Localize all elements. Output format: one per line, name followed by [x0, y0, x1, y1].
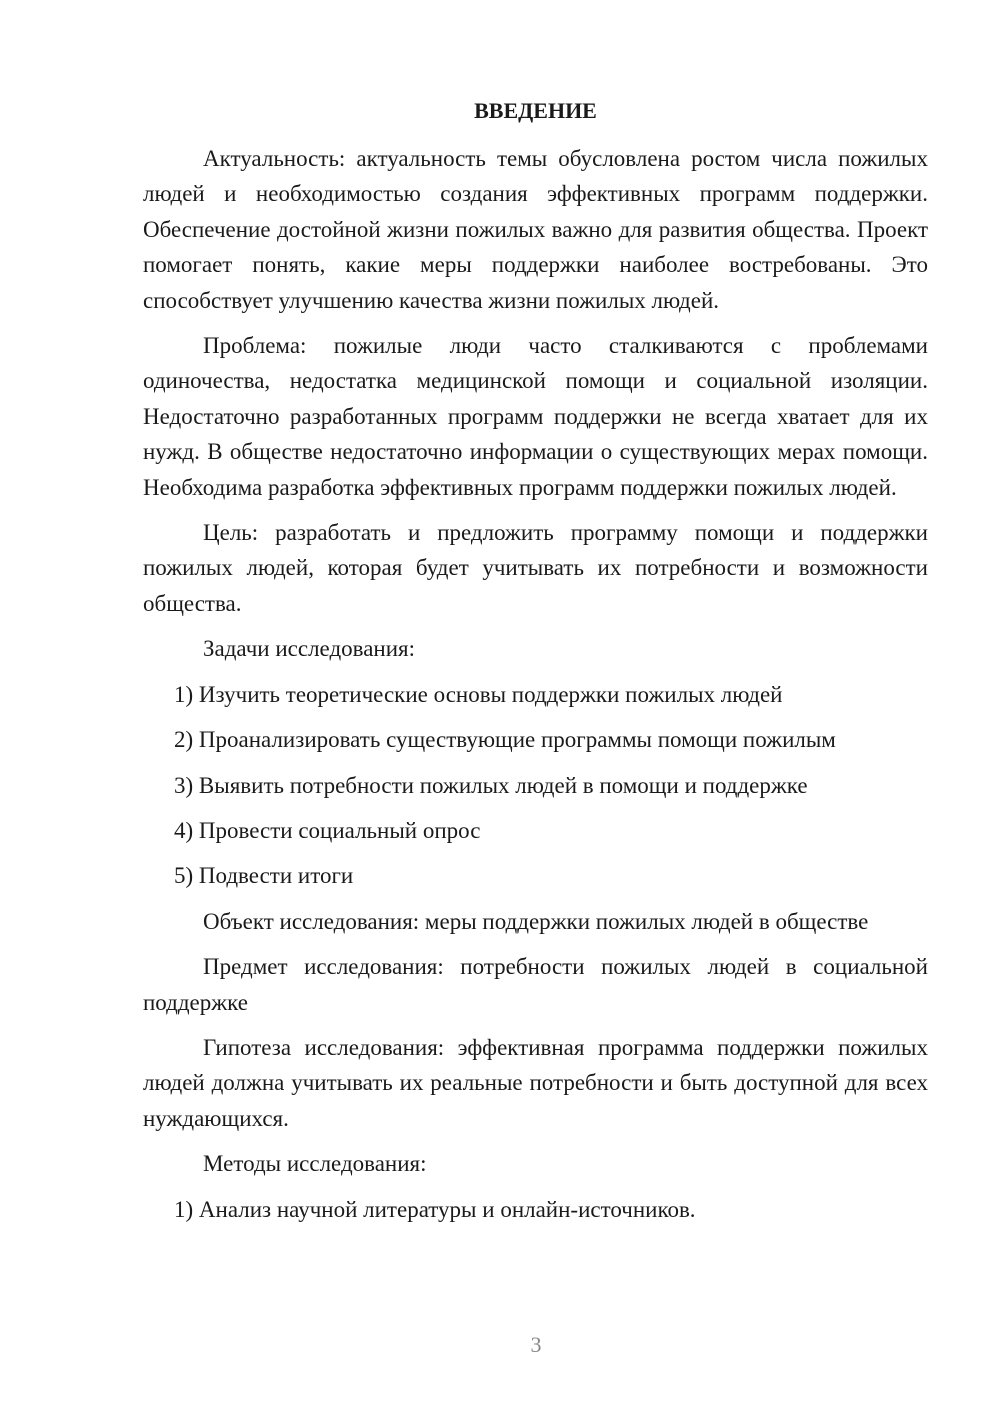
document-page	[143, 96, 928, 1237]
methods-heading: Методы исследования:	[203, 1151, 427, 1177]
relevance-paragraph: Актуальность: актуальность темы обусловлена ростом числа пожилых людей и необходимостью создания эффективных программ поддержки. Обеспечение достойной жизни пожилых важно для развития общества. Проект помогает понять, какие меры поддержки наиболее востребованы. Это способствует улучшению качества жизни пожилых людей.	[143, 146, 928, 313]
object-line: Объект исследования: меры поддержки пожилых людей в обществе	[203, 908, 869, 934]
subject-paragraph: Предмет исследования: потребности пожилых людей в социальной поддержке	[143, 954, 928, 1015]
task-item: 5) Подвести итоги	[174, 863, 354, 889]
problem-paragraph: Проблема: пожилые люди часто сталкиваются с проблемами одиночества, недостатка медицинской помощи и социальной изоляции. Недостаточно разработанных программ поддержки не всегда хватает для их нужд. В обществе недостаточно информации о существующих мерах помощи. Необходима разработка эффективных программ поддержки пожилых людей.	[143, 333, 928, 500]
task-item: 4) Провести социальный опрос	[174, 817, 481, 843]
goal-paragraph: Цель: разработать и предложить программу помощи и поддержки пожилых людей, которая будет учитывать их потребности и возможности общества.	[143, 520, 928, 616]
task-item: 2) Проанализировать существующие программы помощи пожилым	[174, 727, 836, 753]
tasks-heading: Задачи исследования:	[203, 636, 416, 662]
hypothesis-paragraph: Гипотеза исследования: эффективная программа поддержки пожилых людей должна учитывать их реальные потребности и быть доступной для всех нуждающихся.	[143, 1034, 928, 1131]
task-item: 3) Выявить потребности пожилых людей в помощи и поддержке	[174, 772, 808, 798]
method-item: 1) Анализ научной литературы и онлайн-источников.	[174, 1196, 696, 1222]
page-number: 3	[530, 1332, 542, 1357]
task-item: 1) Изучить теоретические основы поддержки пожилых людей	[174, 681, 783, 707]
page-title: ВВЕДЕНИЕ	[474, 98, 597, 123]
